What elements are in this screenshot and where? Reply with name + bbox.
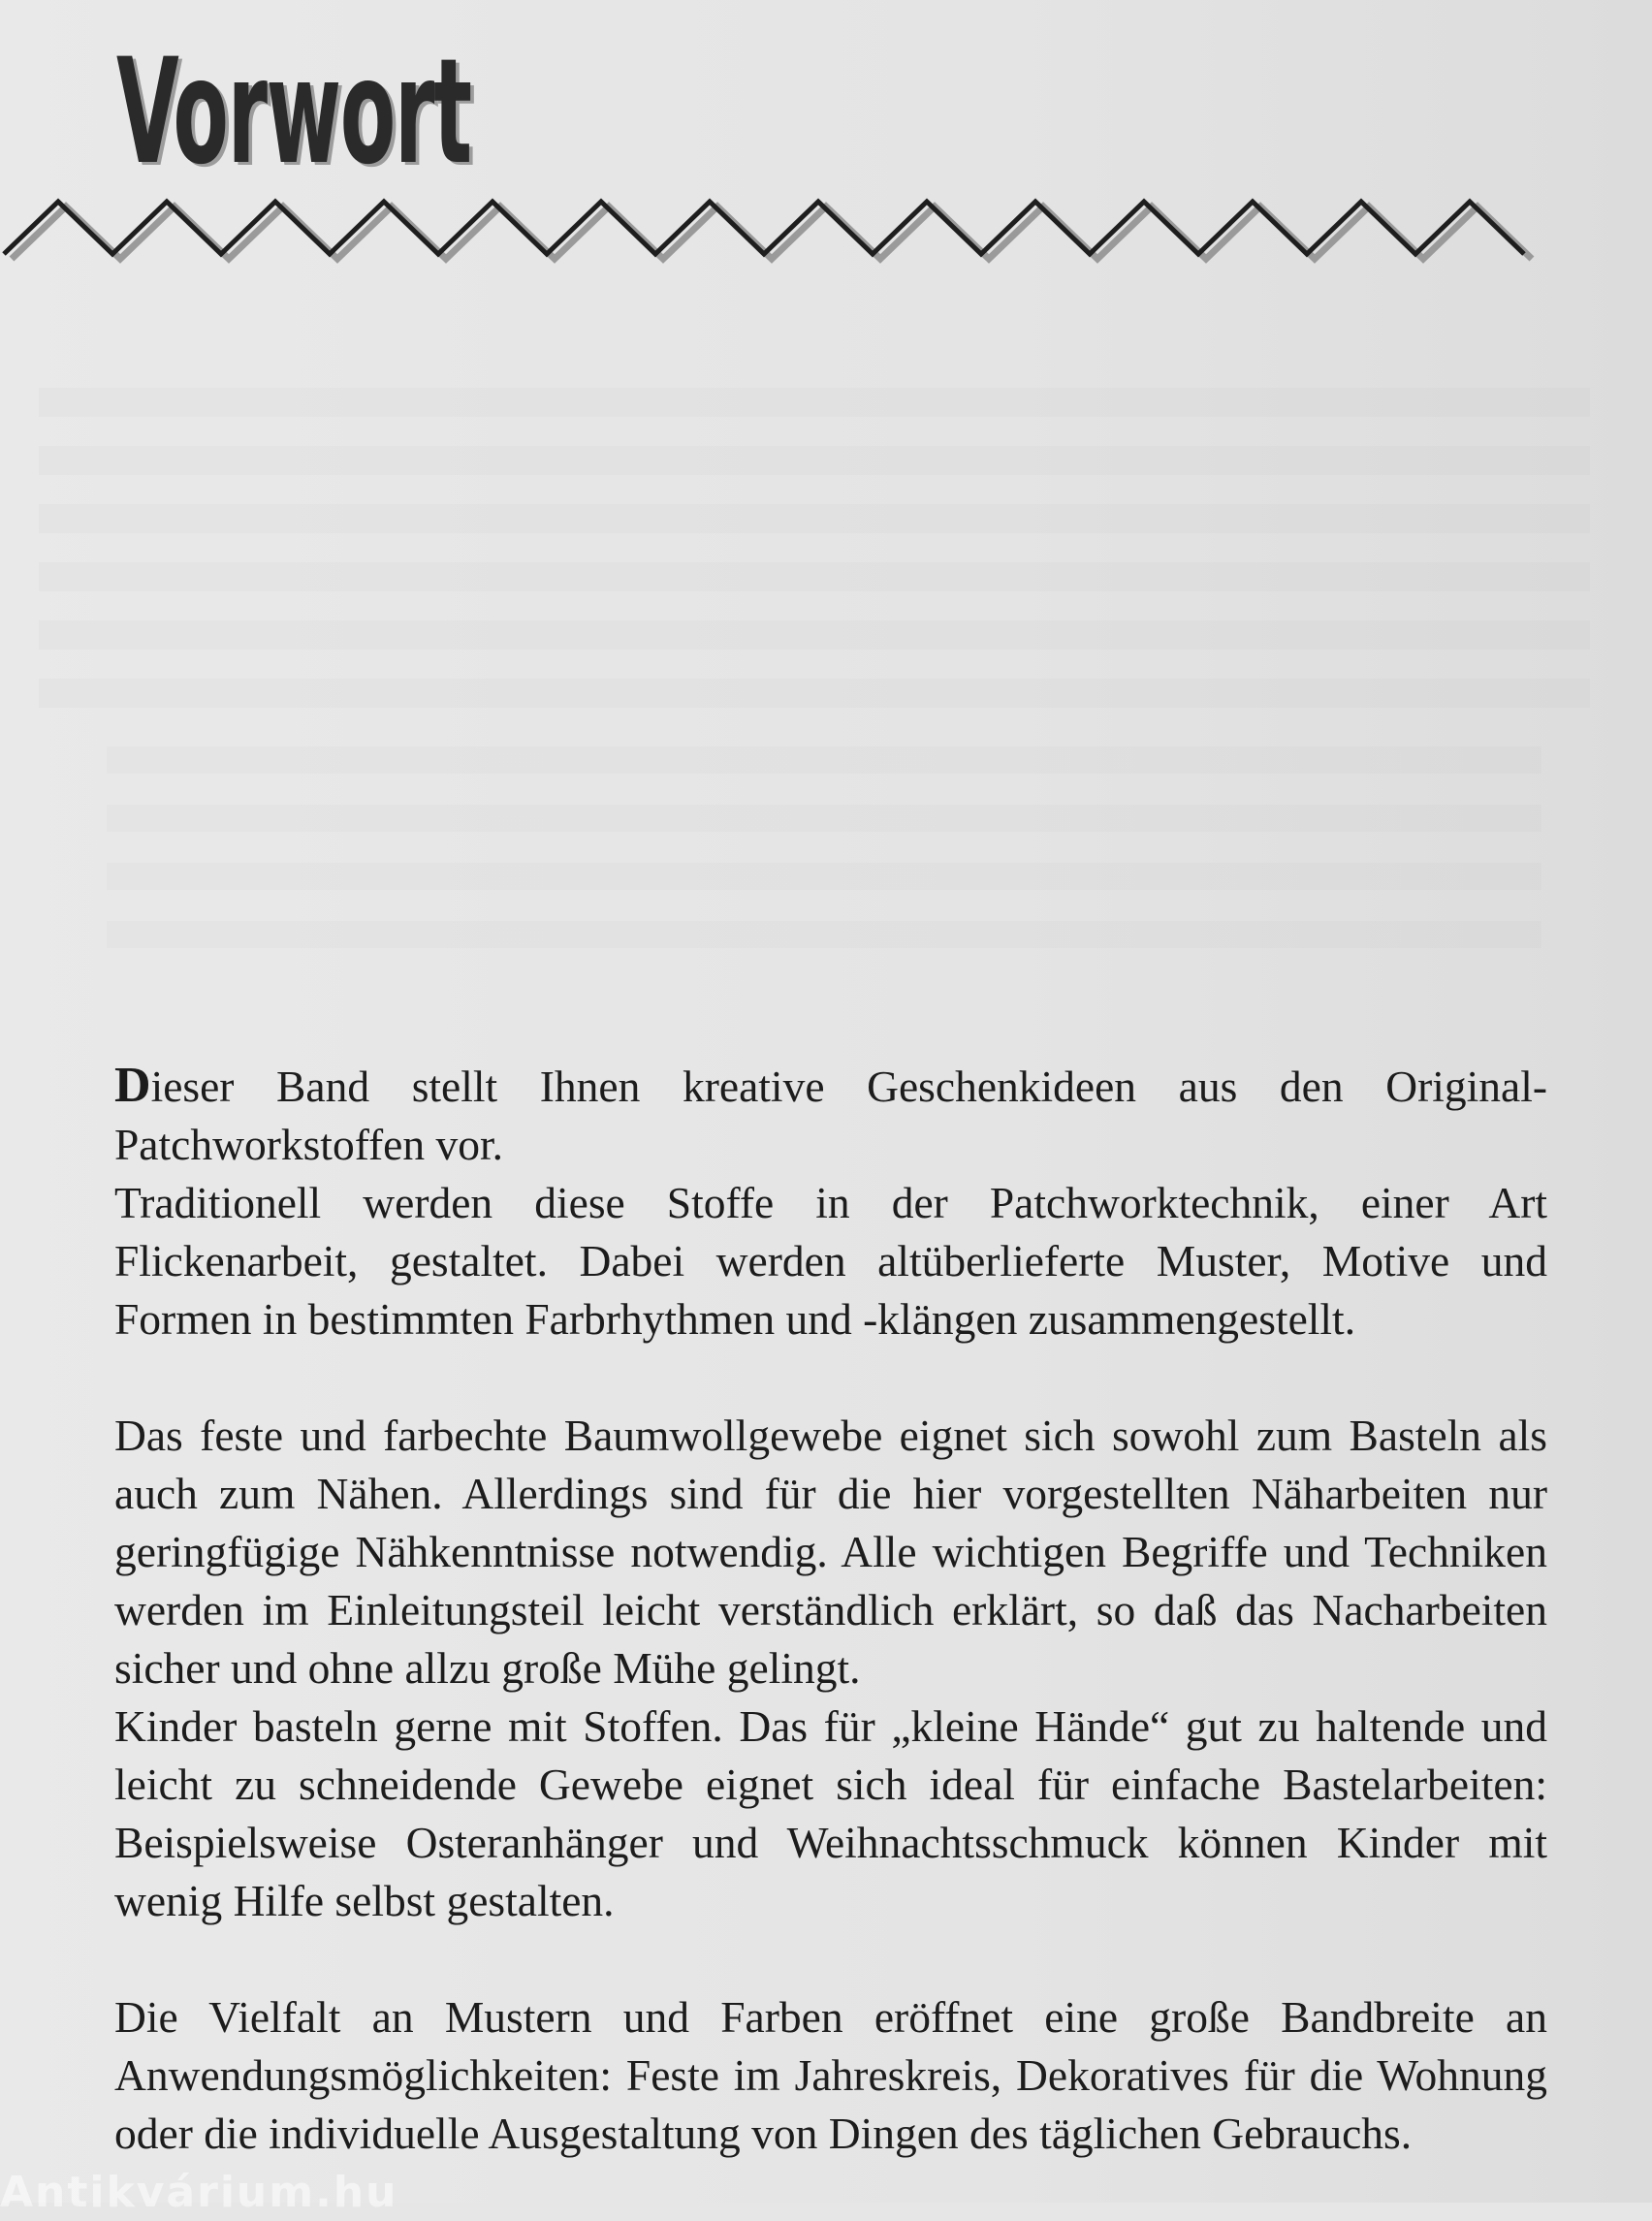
paragraph-1 [114,1057,1547,1348]
show-through-texture [0,388,1652,989]
paragraph-2-text: Traditionell werden diese Stoffe in der Patchworktechnik, einer Art Flickenarbeit, gestaltet. Dabei werden altüberlieferte Muster, Motive und Formen in bestimmten Farbrhythmen und -klängen zusammengestellt. [114,1178,1547,1344]
paragraph-3: Das feste und farbechte Baumwollgewebe eignet sich sowohl zum Basteln als auch zum Nähen. Allerdings sind für die hier vorgestellten Näharbeiten nur geringfügige Nähkenntnisse notwendig. Alle wichtigen Begriffe und Techniken werden im Einleitungsteil leicht verständlich erklärt, so daß das Nacharbeiten sicher und ohne allzu große Mühe gelingt. [114,1411,1547,1693]
paragraph-5: Die Vielfalt an Mustern und Farben eröffnet eine große Bandbreite an Anwendungsmöglichkeiten: Feste im Jahreskreis, Dekoratives für die Wohnung oder die individuelle Ausgestaltung von Dingen des täglichen Gebrauchs. [114,1992,1547,2158]
title-block [116,28,688,197]
watermark: Antikvárium.hu [0,2168,398,2217]
paragraph-4: Kinder basteln gerne mit Stoffen. Das für „kleine Hände“ gut zu haltende und leicht zu schneidende Gewebe eignet sich ideal für einfache Bastelarbeiten: Beispielsweise Osteranhänger und Weihnachtsschmuck können Kinder mit wenig Hilfe selbst gestalten. [114,1701,1547,1925]
zigzag-border-icon [0,190,1551,268]
foreword-text [114,1057,1547,2221]
page-title: Vorwort [116,28,471,197]
paragraph-1-text: ieser Band stellt Ihnen kreative Geschenkideen aus den Original-Patchworkstoffen vor. [114,1062,1547,1169]
drop-cap: D [114,1058,151,1113]
